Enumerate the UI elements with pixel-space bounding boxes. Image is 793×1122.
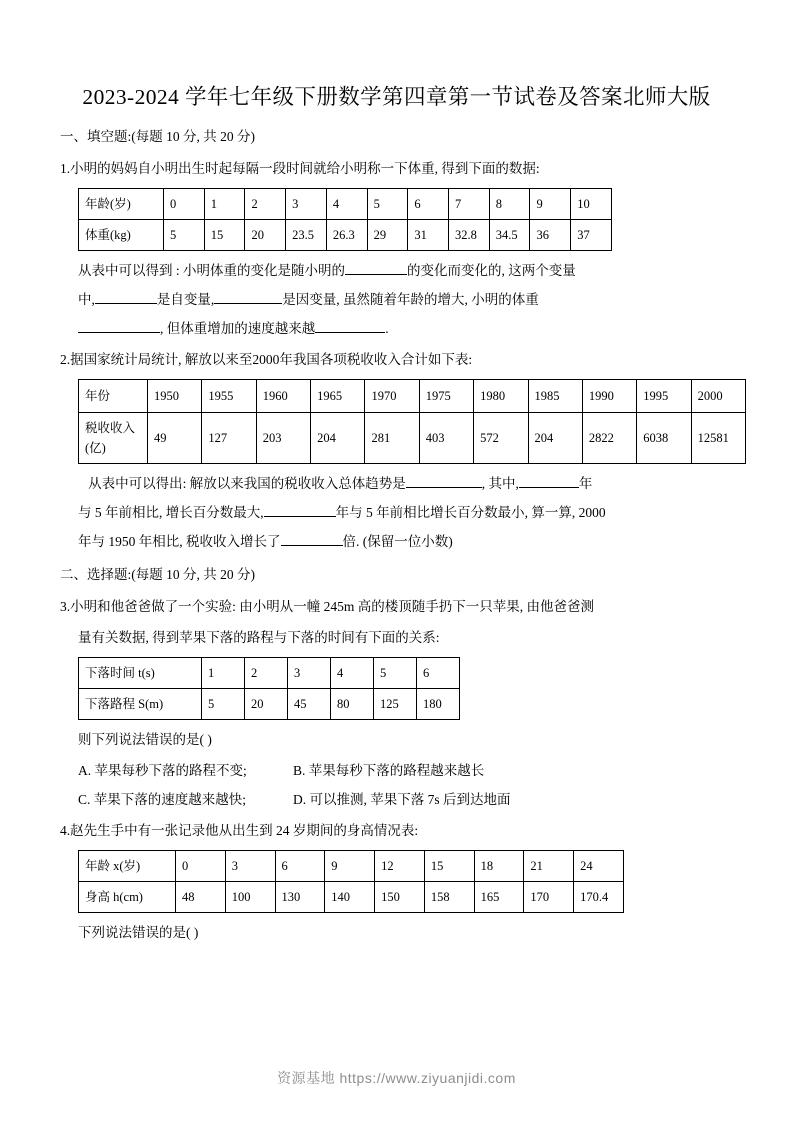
- table-cell: 20: [245, 689, 288, 720]
- question-4-table: [78, 850, 624, 913]
- table-cell: 1970: [365, 380, 419, 413]
- table-cell: 8: [489, 189, 530, 220]
- table-cell: 1955: [202, 380, 256, 413]
- table-cell: 24: [574, 851, 624, 882]
- table-cell: 165: [474, 882, 524, 913]
- question-3-options: [60, 756, 733, 814]
- table-cell: 34.5: [489, 220, 530, 251]
- q1-text-g: .: [385, 321, 389, 336]
- table-cell: 180: [417, 689, 460, 720]
- table-cell: 1: [202, 658, 245, 689]
- table-row: [79, 882, 624, 913]
- table-cell: 403: [419, 413, 473, 464]
- table-cell: 1995: [637, 380, 691, 413]
- table-cell: 150: [375, 882, 425, 913]
- table-cell: 1960: [256, 380, 310, 413]
- q1-text-a: 从表中可以得到 : 小明体重的变化是随小明的: [78, 263, 346, 278]
- table-cell: 3: [288, 658, 331, 689]
- table-cell: 0: [176, 851, 226, 882]
- q1-text-b: 的变化而变化的, 这两个变量: [407, 263, 576, 278]
- table-row: [79, 413, 746, 464]
- q2-text-c: 年: [578, 476, 593, 491]
- table-cell: 2822: [582, 413, 636, 464]
- table-cell: 12581: [691, 413, 745, 464]
- table-row-label: 体重(kg): [79, 220, 164, 251]
- table-cell: 1980: [474, 380, 528, 413]
- table-cell: 130: [275, 882, 325, 913]
- question-1-stem: 1.小明的妈妈自小明出生时起每隔一段时间就给小明称一下体重, 得到下面的数据:: [60, 161, 540, 176]
- table-cell: 5: [164, 220, 205, 251]
- table-cell: 4: [326, 189, 367, 220]
- table-row: [79, 380, 746, 413]
- q1-text-f: , 但体重增加的速度越来越: [160, 321, 316, 336]
- table-row: [79, 220, 612, 251]
- option-a[interactable]: A. 苹果每秒下落的路程不变;: [78, 763, 247, 778]
- table-cell: 158: [424, 882, 474, 913]
- answer-blank[interactable]: [264, 516, 336, 517]
- table-cell: 9: [530, 189, 571, 220]
- table-cell: 7: [449, 189, 490, 220]
- table-cell: 20: [245, 220, 286, 251]
- option-row: [78, 756, 733, 785]
- table-row-label: 年龄(岁): [79, 189, 164, 220]
- table-cell: 3: [225, 851, 275, 882]
- table-cell: 32.8: [449, 220, 490, 251]
- question-1-body: [60, 256, 733, 343]
- table-cell: 127: [202, 413, 256, 464]
- table-cell: 1: [204, 189, 245, 220]
- table-row-label: 税收收入(亿): [79, 413, 148, 464]
- q2-text-b: , 其中,: [481, 476, 519, 491]
- table-cell: 5: [374, 658, 417, 689]
- answer-blank[interactable]: [281, 545, 343, 546]
- answer-blank[interactable]: [214, 303, 282, 304]
- table-cell: 2000: [691, 380, 745, 413]
- answer-blank[interactable]: [345, 274, 407, 275]
- table-cell: 170.4: [574, 882, 624, 913]
- answer-blank[interactable]: [315, 332, 385, 333]
- table-row-label: 下落路程 S(m): [79, 689, 202, 720]
- table-cell: 140: [325, 882, 375, 913]
- table-row-label: 年份: [79, 380, 148, 413]
- table-cell: 4: [331, 658, 374, 689]
- table-cell: 3: [286, 189, 327, 220]
- answer-blank[interactable]: [519, 487, 579, 488]
- table-cell: 18: [474, 851, 524, 882]
- footer-watermark: 资源基地 https://www.ziyuanjidi.com: [277, 1070, 516, 1086]
- question-3-table: [78, 657, 460, 720]
- table-cell: 6: [417, 658, 460, 689]
- table-cell: 203: [256, 413, 310, 464]
- section-heading-fill-in: 一、填空题:(每题 10 分, 共 20 分): [60, 129, 255, 144]
- question-2-table: [78, 379, 746, 464]
- q1-text-d: 是自变量,: [156, 292, 215, 307]
- table-cell: 10: [571, 189, 612, 220]
- table-row: [79, 189, 612, 220]
- option-b[interactable]: B. 苹果每秒下落的路程越来越长: [293, 763, 485, 778]
- table-cell: 29: [367, 220, 408, 251]
- option-d[interactable]: D. 可以推测, 苹果下落 7s 后到达地面: [293, 792, 511, 807]
- table-row-label: 年龄 x(岁): [79, 851, 176, 882]
- table-cell: 572: [474, 413, 528, 464]
- option-c[interactable]: C. 苹果下落的速度越来越快;: [78, 792, 247, 807]
- question-4-stem: 4.赵先生手中有一张记录他从出生到 24 岁期间的身高情况表:: [60, 823, 419, 838]
- table-cell: 204: [311, 413, 365, 464]
- q1-text-e: 是因变量, 虽然随着年龄的增大, 小明的体重: [282, 292, 539, 307]
- option-row: [78, 785, 733, 814]
- table-cell: 15: [204, 220, 245, 251]
- question-3-stem-line2: 量有关数据, 得到苹果下落的路程与下落的时间有下面的关系:: [78, 630, 440, 645]
- table-row: [79, 689, 460, 720]
- table-cell: 100: [225, 882, 275, 913]
- table-row: [79, 851, 624, 882]
- answer-blank[interactable]: [78, 332, 160, 333]
- table-cell: 21: [524, 851, 574, 882]
- answer-blank[interactable]: [406, 487, 482, 488]
- table-cell: 31: [408, 220, 449, 251]
- page-title: 2023-2024 学年七年级下册数学第四章第一节试卷及答案北师大版: [82, 85, 711, 109]
- question-1-table: [78, 188, 612, 251]
- table-row: [79, 658, 460, 689]
- q2-text-f: 年与 1950 年相比, 税收收入增长了: [78, 534, 281, 549]
- table-row-label: 下落时间 t(s): [79, 658, 202, 689]
- table-cell: 9: [325, 851, 375, 882]
- table-cell: 49: [148, 413, 202, 464]
- table-cell: 12: [375, 851, 425, 882]
- q2-text-g: 倍. (保留一位小数): [342, 534, 453, 549]
- table-cell: 2: [245, 658, 288, 689]
- table-cell: 36: [530, 220, 571, 251]
- question-3-ask: 则下列说法错误的是( ): [78, 732, 212, 747]
- table-cell: 1985: [528, 380, 582, 413]
- section-heading-multiple-choice: 二、选择题:(每题 10 分, 共 20 分): [60, 567, 255, 582]
- table-cell: 6: [275, 851, 325, 882]
- answer-blank[interactable]: [95, 303, 157, 304]
- question-4-ask: 下列说法错误的是( ): [78, 925, 199, 940]
- question-2-body: [60, 469, 733, 556]
- table-cell: 125: [374, 689, 417, 720]
- table-cell: 1975: [419, 380, 473, 413]
- table-cell: 5: [367, 189, 408, 220]
- table-cell: 15: [424, 851, 474, 882]
- table-cell: 23.5: [286, 220, 327, 251]
- table-cell: 6: [408, 189, 449, 220]
- table-cell: 1965: [311, 380, 365, 413]
- question-2-stem: 2.据国家统计局统计, 解放以来至2000年我国各项税收收入合计如下表:: [60, 352, 473, 367]
- table-cell: 2: [245, 189, 286, 220]
- table-row-label: 身高 h(cm): [79, 882, 176, 913]
- q2-text-d: 与 5 年前相比, 增长百分数最大,: [78, 505, 264, 520]
- q1-text-c: 中,: [78, 292, 95, 307]
- q2-text-e: 年与 5 年前相比增长百分数最小, 算一算, 2000: [335, 505, 606, 520]
- table-cell: 45: [288, 689, 331, 720]
- question-3-stem-line1: 3.小明和他爸爸做了一个实验: 由小明从一幢 245m 高的楼顶随手扔下一只苹果, 由他爸爸测: [60, 599, 595, 614]
- table-cell: 6038: [637, 413, 691, 464]
- table-cell: 26.3: [326, 220, 367, 251]
- table-cell: 281: [365, 413, 419, 464]
- table-cell: 5: [202, 689, 245, 720]
- table-cell: 0: [164, 189, 205, 220]
- table-cell: 1950: [148, 380, 202, 413]
- table-cell: 204: [528, 413, 582, 464]
- table-cell: 37: [571, 220, 612, 251]
- table-cell: 80: [331, 689, 374, 720]
- q2-text-a: 从表中可以得出: 解放以来我国的税收收入总体趋势是: [88, 476, 406, 491]
- table-cell: 170: [524, 882, 574, 913]
- table-cell: 1990: [582, 380, 636, 413]
- table-cell: 48: [176, 882, 226, 913]
